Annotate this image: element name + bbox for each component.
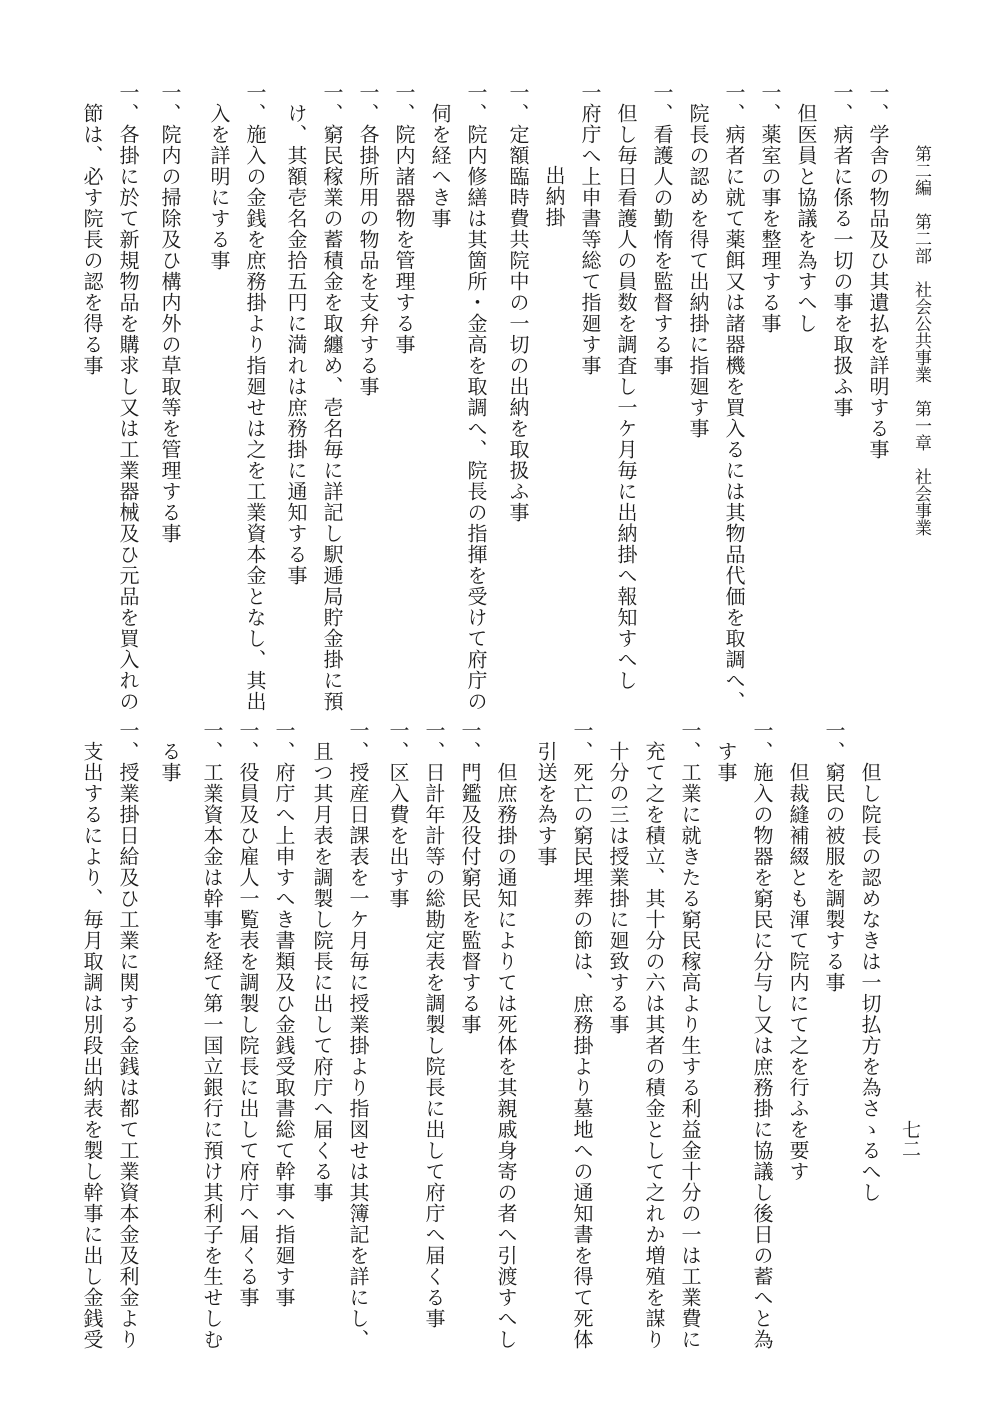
upper-line-5: 一、病者に就て薬餌又は諸器機を買入るには其物品代価を取調へ、	[722, 82, 746, 712]
upper-line-11: 一、定額臨時費共院中の一切の出納を取扱ふ事	[506, 82, 530, 523]
lower-line-4: 一、施入の物器を窮民に分与し又は庶務掛に協議し後日の蓄へと為	[750, 720, 774, 1350]
upper-line-17: け、其額壱名金拾五円に満れは庶務掛に通知する事	[284, 103, 308, 586]
upper-line-21: 一、各掛に於て新規物品を購求し又は工業器械及ひ元品を買入れの	[116, 82, 140, 712]
page-number: 七二	[899, 1120, 921, 1158]
upper-line-7: 一、看護人の勤惰を監督する事	[650, 82, 674, 376]
upper-line-14: 一、院内諸器物を管理する事	[392, 82, 416, 355]
lower-line-1: 但し院長の認めなきは一切払方を為さゝるへし	[858, 762, 882, 1203]
upper-line-4: 一、薬室の事を整理する事	[758, 82, 782, 334]
lower-line-8: 十分の三は授業掛に廻致する事	[606, 741, 630, 1035]
lower-line-20: る事	[158, 741, 182, 783]
lower-line-15: 一、授産日課表を一ケ月毎に授業掛より指図せは其簿記を詳にし、	[346, 720, 370, 1350]
upper-line-2: 一、病者に係る一切の事を取扱ふ事	[830, 82, 854, 418]
upper-line-19: 入を詳明にする事	[207, 103, 231, 271]
running-header: 第二編 第二部 社会公共事業 第一章 社会事業	[911, 145, 931, 536]
lower-line-17: 一、府庁へ上申すへき書類及ひ金銭受取書総て幹事へ指廻す事	[272, 720, 296, 1308]
upper-line-3: 但医員と協議を為すへし	[794, 103, 818, 334]
upper-line-1: 一、学舎の物品及ひ其遺払を詳明する事	[866, 82, 890, 460]
lower-line-10: 引送を為す事	[534, 741, 558, 867]
lower-line-6: 一、工業に就きたる窮民稼高より生する利益金十分の一は工業費に	[678, 720, 702, 1350]
lower-line-13: 一、日計年計等の総勘定表を調製し院長に出して府庁へ届くる事	[422, 720, 446, 1329]
lower-line-11: 但庶務掛の通知によりては死体を其親戚身寄の者へ引渡すへし	[494, 762, 518, 1350]
lower-line-2: 一、窮民の被服を調製する事	[822, 720, 846, 993]
lower-line-12: 一、門鑑及役付窮民を監督する事	[458, 720, 482, 1035]
lower-line-19: 一、工業資本金は幹事を経て第一国立銀行に預け其利子を生せしむ	[200, 720, 224, 1350]
upper-line-22: 節は、必す院長の認を得る事	[80, 103, 104, 376]
lower-line-16: 且つ其月表を調製し院長に出して府庁へ届くる事	[310, 741, 334, 1203]
upper-line-9: 一府庁へ上申書等総て指廻す事	[578, 82, 602, 376]
upper-line-20: 一、院内の掃除及ひ構内外の草取等を管理する事	[158, 82, 182, 544]
upper-line-12: 一、院内修繕は其箇所・金高を取調へ、院長の指揮を受けて府庁の	[464, 82, 488, 712]
lower-line-7: 充て之を積立、其十分の六は其者の積金として之れか増殖を謀り	[642, 741, 666, 1350]
lower-line-9: 一、死亡の窮民埋葬の節は、庶務掛より墓地への通知書を得て死体	[570, 720, 594, 1350]
upper-line-6: 院長の認めを得て出納掛に指廻す事	[686, 103, 710, 439]
lower-line-14: 一、区入費を出す事	[386, 720, 410, 909]
lower-line-22: 支出するにより、毎月取調は別段出納表を製し幹事に出し金銭受	[80, 741, 104, 1350]
upper-line-13: 伺を経へき事	[428, 103, 452, 229]
upper-line-15: 一、各掛所用の物品を支弁する事	[356, 82, 380, 397]
upper-line-16: 一、窮民稼業の蓄積金を取纏め、壱名毎に詳記し駅逓局貯金掛に預	[320, 82, 344, 712]
upper-line-8: 但し毎日看護人の員数を調査し一ケ月毎に出納掛へ報知すへし	[614, 103, 638, 691]
upper-line-18: 一、施入の金銭を庶務掛より指廻せは之を工業資本金となし、其出	[243, 82, 267, 712]
lower-line-18: 一、役員及ひ雇人一覧表を調製し院長に出して府庁へ届くる事	[236, 720, 260, 1308]
lower-line-5: す事	[714, 741, 738, 783]
lower-line-21: 一、授業掛日給及ひ工業に関する金銭は都て工業資本金及利金より	[116, 720, 140, 1350]
lower-line-3: 但裁縫補綴とも渾て院内にて之を行ふを要す	[786, 762, 810, 1182]
section-heading: 出納掛	[542, 165, 566, 228]
